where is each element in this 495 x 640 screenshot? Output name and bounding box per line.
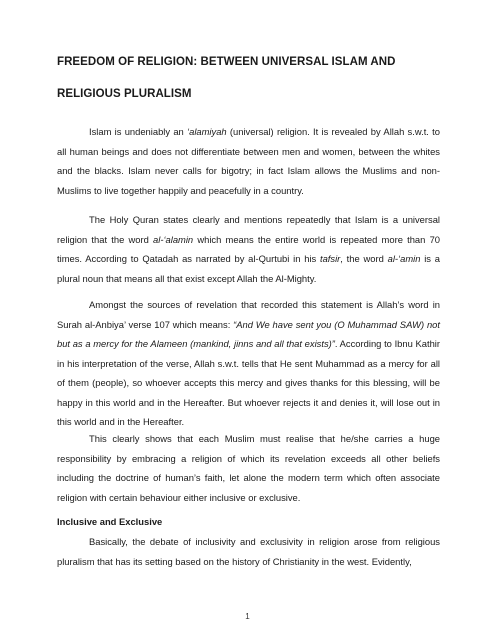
paragraph-2-text-c: which means the entire world is repeated more than 70 times. According to Qatadah as narrated by al-Qurtubi in his xyxy=(57,233,440,264)
paragraph-2-term-al-alamin: al-‘alamin xyxy=(153,233,194,245)
paragraph-1-term-alamiyah: ‘alamiyah xyxy=(187,126,227,137)
paragraph-1-text-c: (universal) religion. It is revealed by Allah s.w.t. to all human beings and does not differentiate between men and women, between the whites and the blacks. Islam never calls for bigotry; in fact Islam allows the Muslims and non-Muslims to live together happily and peacefully in a country. xyxy=(57,126,440,196)
paragraph-3 xyxy=(57,295,440,432)
subheading-inclusive-exclusive: Inclusive and Exclusive xyxy=(57,516,163,527)
paragraph-3-text-a: Amongst the sources of revelation that recorded this statement is Allah’s word in Surah al-Anbiya’ verse 107 which means: xyxy=(57,299,440,330)
document-title-line-2: RELIGIOUS PLURALISM xyxy=(57,88,192,100)
paragraph-2-term-al-amin: al-‘amin xyxy=(387,253,421,264)
document-title-line-1: FREEDOM OF RELIGION: BETWEEN UNIVERSAL ISLAM AND xyxy=(57,56,396,68)
paragraph-1-text-a: Islam is undeniably an xyxy=(89,126,188,137)
page-number: 1 xyxy=(245,612,250,621)
paragraph-2-text-a: The Holy Quran states clearly and mentions repeatedly that Islam is a universal religion that the word xyxy=(57,214,440,245)
paragraph-2-text-e: , the word xyxy=(340,253,388,264)
paragraph-4: This clearly shows that each Muslim must realise that he/she carries a huge responsibility by embracing a religion of which its revelation exceeds all other beliefs including the doctrine of human’s faith, let alone the modern term which often associate religion with certain behaviour either inclusive or exclusive. xyxy=(57,433,440,503)
paragraph-1 xyxy=(57,122,440,200)
paragraph-2-text-g: is a plural noun that means all that exist except Allah the Al-Mighty. xyxy=(57,253,440,284)
paragraph-2-term-tafsir: tafsir xyxy=(319,253,341,264)
paragraph-5: Basically, the debate of inclusivity and exclusivity in religion arose from religious pluralism that has its setting based on the history of Christianity in the west. Evidently, xyxy=(57,536,440,567)
paragraph-3-text-c: . According to Ibnu Kathir in his interpretation of the verse, Allah s.w.t. tells that He sent Muhammad as a mercy for all of them (people), so whoever accepts this mercy and gives thanks for this blessing, will be happy in this world and in the Hereafter. But whoever rejects it and denies it, will lose out in this world and in the Hereafter. xyxy=(57,338,440,427)
paragraph-3-quran-quote: “And We have sent you (O Muhammad SAW) not but as a mercy for the Alameen (mankind, jinns and all that exists)” xyxy=(57,318,440,349)
paragraph-2 xyxy=(57,210,440,288)
